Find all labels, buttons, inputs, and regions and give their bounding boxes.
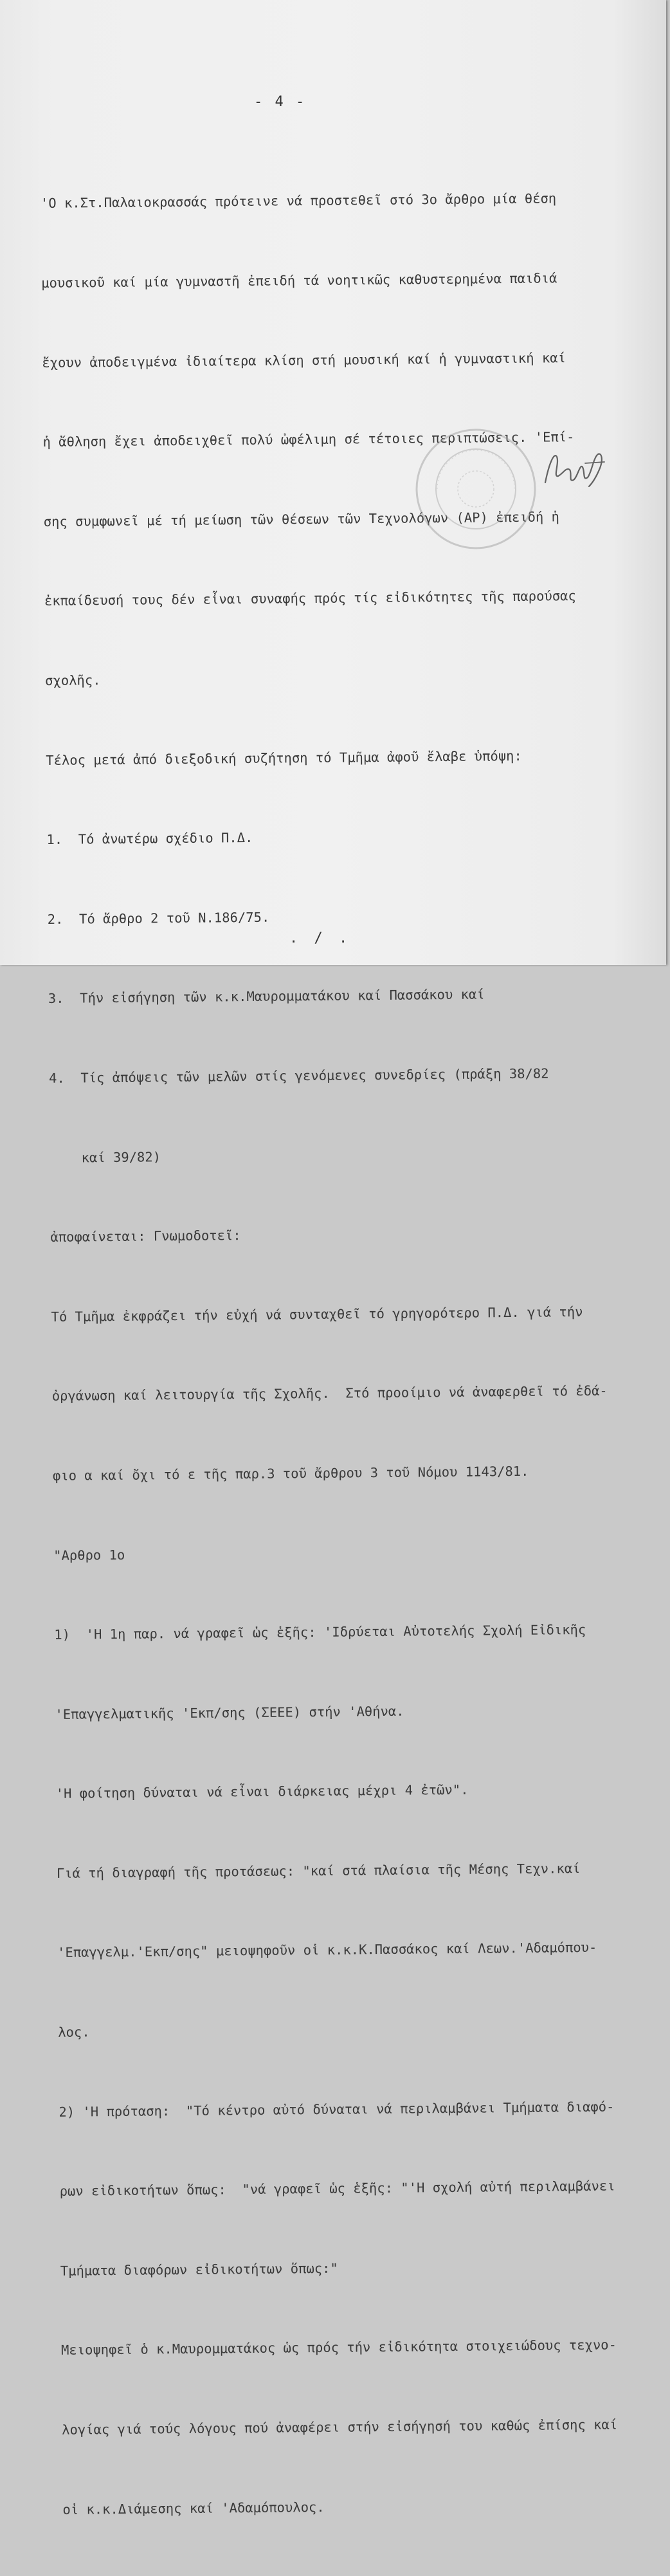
text-line: ἀποφαίνεται: Γνωμοδοτεῖ: <box>50 1228 241 1246</box>
text-line: λογίας γιά τούς λόγους πού ἀναφέρει στήν εἰσήγησή του καθώς ἐπίσης καί <box>62 2416 618 2438</box>
text-line: ρων εἰδικοτήτων ὅπως: "νά γραφεῖ ὡς ἑξῆς: "'Η σχολή αὐτή περιλαμβάνει <box>59 2178 615 2200</box>
text-line: Τέλος μετά ἀπό διεξοδική συζήτηση τό Τμῆμα ἀφοῦ ἔλαβε ὑπόψη: <box>46 748 522 768</box>
list-item: 3. Τήν εἰσήγηση τῶν κ.κ.Μαυρομματάκου καί Πασσάκου καί <box>48 986 485 1007</box>
continuation-mark: . / . <box>289 930 352 946</box>
text-line: 'Ο κ.Στ.Παλαιοκρασσάς πρότεινε νά προστεθεῖ στό 3ο ἄρθρο μία θέση <box>40 190 557 212</box>
text-line: 1) 'Η 1η παρ. νά γραφεῖ ὡς ἑξῆς: 'Ιδρύεται Αὐτοτελής Σχολή Εἰδικῆς <box>54 1622 586 1642</box>
text-line: φιο α καί ὄχι τό ε τῆς παρ.3 τοῦ ἄρθρου 3 τοῦ Νόμου 1143/81. <box>52 1463 529 1484</box>
text-line: σχολῆς. <box>44 672 101 688</box>
text-line: μουσικοῦ καί μία γυμναστῆ ἐπειδή τά νοητικῶς καθυστερημένα παιδιά <box>41 270 557 291</box>
text-line: λος. <box>58 2024 90 2040</box>
list-item: 1. Τό ἀνωτέρω σχέδιο Π.Δ. <box>46 830 253 848</box>
text-line: ἡ ἄθληση ἔχει ἀποδειχθεῖ πολύ ὠφέλιμη σέ τέτοιες περιπτώσεις. 'Επί- <box>42 429 575 450</box>
text-line: 2) 'Η πρόταση: "Τό κέντρο αὐτό δύναται νά περιλαμβάνει Τμήματα διαφό- <box>59 2099 615 2120</box>
text-line: σης συμφωνεῖ μέ τή μείωση τῶν θέσεων τῶν Τεχνολόγων (ΑΡ) ἐπειδή ἡ <box>43 509 560 529</box>
page-number: - 4 - <box>254 94 307 110</box>
text-line: Μειοψηφεῖ ὁ κ.Μαυρομματάκος ὡς πρός τήν εἰδικότητα στοιχειώδους τεχνο- <box>60 2337 617 2359</box>
text-line: οἱ κ.κ.Διάμεσης καί 'Αδαμόπουλος. <box>62 2499 325 2517</box>
text-line: Γιά τή διαγραφή τῆς προτάσεως: "καί στά πλαίσια τῆς Μέσης Τεχν.καί <box>56 1860 581 1881</box>
text-line: ἐκπαίδευσή τους δέν εἶναι συναφής πρός τίς εἰδικότητες τῆς παρούσας <box>44 588 576 609</box>
text-line: 'Επαγγελμ.'Εκπ/σης" μειοψηφοῦν οἱ κ.κ.Κ.Πασσάκος καί Λεων.'Αδαμόπου- <box>57 1940 597 1961</box>
article-heading: "Αρθρο 1ο <box>53 1547 125 1563</box>
list-item: 2. Τό ἄρθρο 2 τοῦ Ν.186/75. <box>47 909 270 927</box>
text-line: 'Επαγγελματικῆς 'Εκπ/σης (ΣΕΕΕ) στήν 'Αθήνα. <box>55 1703 404 1722</box>
text-line: ἔχουν ἀποδειγμένα ἰδιαίτερα κλίση στή μουσική καί ἡ γυμναστική καί <box>42 349 566 371</box>
list-item-continuation: καί 39/82) <box>50 1148 161 1166</box>
list-item: 4. Τίς ἀπόψεις τῶν μελῶν στίς γενόμενες συνεδρίες (πράξη 38/82 <box>48 1065 549 1086</box>
text-line: Τό Τμῆμα ἐκφράζει τήν εὐχή νά συνταχθεῖ τό γρηγορότερο Π.Δ. γιά τήν <box>51 1303 583 1325</box>
text-line: ὀργάνωση καί λειτουργία τῆς Σχολῆς. Στό προοίμιο νά ἀναφερθεῖ τό ἐδά- <box>51 1383 608 1404</box>
official-stamp <box>412 425 540 553</box>
signature <box>540 444 617 502</box>
text-line: Τμήματα διαφόρων εἰδικοτήτων ὅπως:" <box>60 2260 338 2279</box>
text-line: 'Η φοίτηση δύναται νά εἶναι διάρκειας μέχρι 4 ἐτῶν". <box>55 1782 469 1802</box>
